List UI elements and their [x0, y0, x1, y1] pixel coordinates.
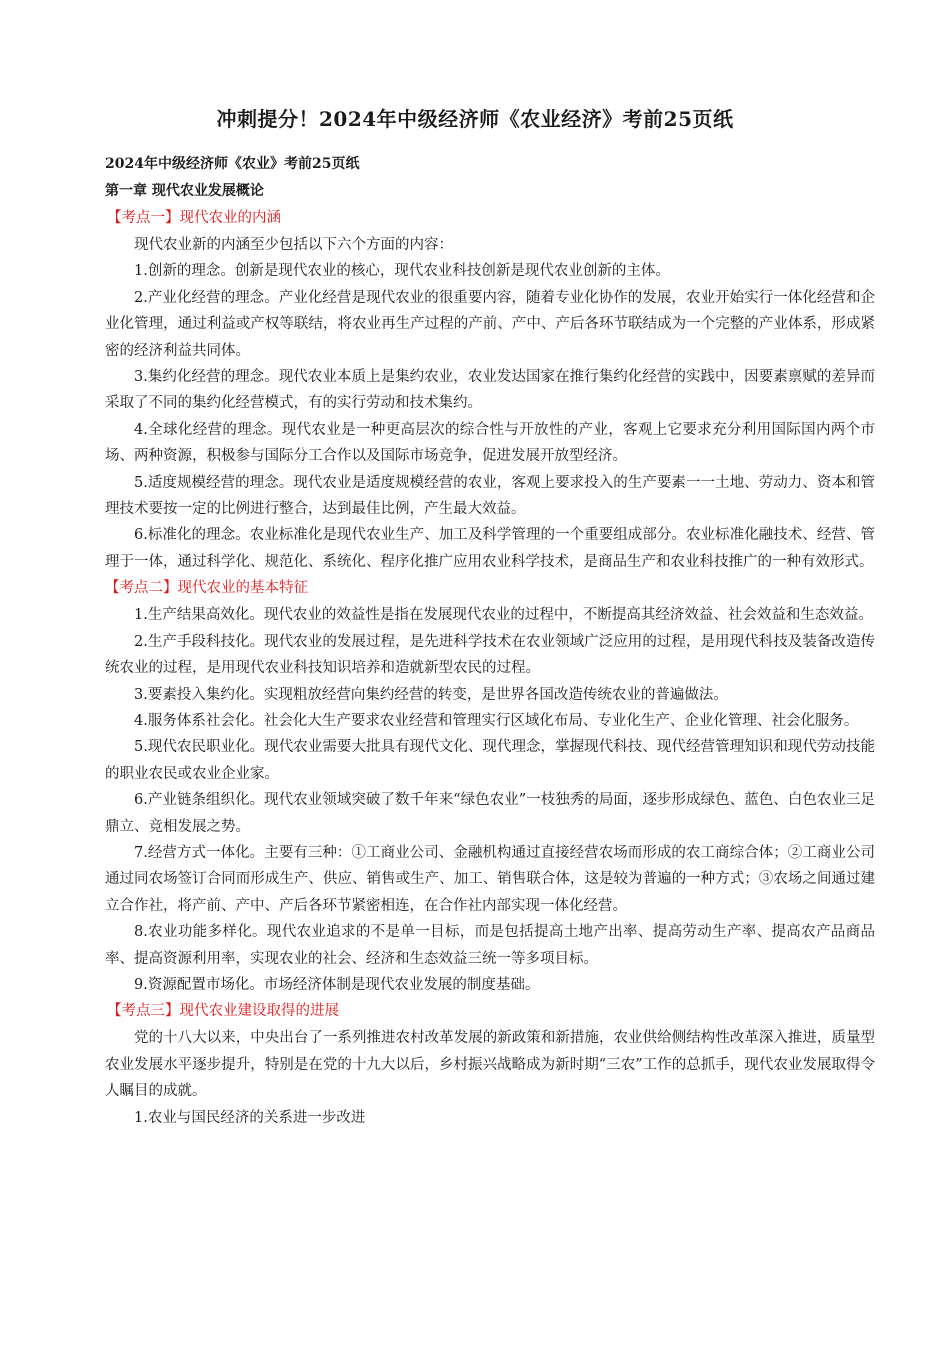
paragraph: 6.标准化的理念。农业标准化是现代农业生产、加工及科学管理的一个重要组成部分。农业标准化融技术、经营、管理于一体，通过科学化、规范化、系统化、程序化推广应用农业科学技术，是商品生产和农业科技推广的一种有效形式。: [105, 527, 875, 570]
paragraph: 3.要素投入集约化。实现粗放经营向集约经营的转变，是世界各国改造传统农业的普遍做法。: [134, 686, 728, 703]
paragraph: 1.农业与国民经济的关系进一步改进: [134, 1109, 366, 1126]
paragraph: 现代农业新的内涵至少包括以下六个方面的内容：: [134, 237, 453, 253]
paragraph: 3.集约化经营的理念。现代农业本质上是集约农业，农业发达国家在推行集约化经营的实践中，因要素禀赋的差异而采取了不同的集约化经营模式，有的实行劳动和技术集约。: [105, 369, 875, 412]
paragraph: 7.经营方式一体化。主要有三种：①工商业公司、金融机构通过直接经营农场而形成的农工商综合体；②工商业公司通过同农场签订合同而形成生产、供应、销售或生产、加工、销售联合体，这是较为普遍的一种方式；③农场之间通过建立合作社，将产前、产中、产后各环节紧密相连，在合作社内部实现一体化经营。: [105, 844, 875, 914]
paragraph: 4.全球化经营的理念。现代农业是一种更高层次的综合性与开放性的产业，客观上它要求充分利用国际国内两个市场、两种资源，积极参与国际分工合作以及国际市场竞争，促进发展开放型经济。: [105, 421, 875, 465]
document-body: [105, 151, 875, 1131]
paragraph: 2.生产手段科技化。现代农业的发展过程，是先进科学技术在农业领域广泛应用的过程，是用现代科技及装备改造传统农业的过程，是用现代农业科技知识培养和造就新型农民的过程。: [105, 633, 875, 677]
paragraph: 5.现代农民职业化。现代农业需要大批具有现代文化、现代理念，掌握现代科技、现代经营管理知识和现代劳动技能的职业农民或农业企业家。: [105, 739, 875, 782]
paragraph: 5.适度规模经营的理念。现代农业是适度规模经营的农业，客观上要求投入的生产要素一一土地、劳动力、资本和管理技术要按一定的比例进行整合，达到最佳比例，产生最大效益。: [105, 474, 875, 518]
paragraph: 1.创新的理念。创新是现代农业的核心，现代农业科技创新是现代农业创新的主体。: [134, 263, 670, 280]
section-heading: 【考点三】现代农业建设取得的进展: [107, 1003, 339, 1020]
document-subtitle: 2024年中级经济师《农业》考前25页纸: [105, 156, 360, 172]
paragraph: 9.资源配置市场化。市场经济体制是现代农业发展的制度基础。: [134, 976, 540, 993]
chapter-heading: 第一章 现代农业发展概论: [105, 183, 264, 199]
paragraph: 6.产业链条组织化。现代农业领域突破了数千年来“绿色农业”一枝独秀的局面，逐步形成绿色、蓝色、白色农业三足鼎立、竞相发展之势。: [105, 792, 875, 835]
section-heading: 【考点一】现代农业的内涵: [107, 210, 281, 226]
paragraph: 2.产业化经营的理念。产业化经营是现代农业的很重要内容，随着专业化协作的发展，农业开始实行一体化经营和企业化管理，通过利益或产权等联结，将农业再生产过程的产前、产中、产后各环节联结成为一个完整的产业体系，形成紧密的经济利益共同体。: [105, 289, 875, 359]
section-kaodian-3: [105, 998, 875, 1131]
paragraph: 4.服务体系社会化。社会化大生产要求农业经营和管理实行区域化布局、专业化生产、企业化管理、社会化服务。: [134, 712, 859, 729]
document-title: 冲刺提分！2024年中级经济师《农业经济》考前25页纸: [216, 107, 734, 131]
section-kaodian-1: [105, 205, 875, 575]
section-kaodian-2: [105, 575, 875, 998]
section-heading: 【考点二】现代农业的基本特征: [105, 580, 308, 597]
paragraph: 1.生产结果高效化。现代农业的效益性是指在发展现代农业的过程中，不断提高其经济效益、社会效益和生态效益。: [134, 607, 873, 624]
paragraph: 8.农业功能多样化。现代农业追求的不是单一目标，而是包括提高土地产出率、提高劳动生产率、提高农产品商品率、提高资源利用率，实现农业的社会、经济和生态效益三统一等多项目标。: [105, 924, 875, 967]
paragraph: 党的十八大以来，中央出台了一系列推进农村改革发展的新政策和新措施，农业供给侧结构性改革深入推进，质量型农业发展水平逐步提升，特别是在党的十九大以后，乡村振兴战略成为新时期“三农”工作的总抓手，现代农业发展取得令人瞩目的成就。: [105, 1030, 875, 1100]
